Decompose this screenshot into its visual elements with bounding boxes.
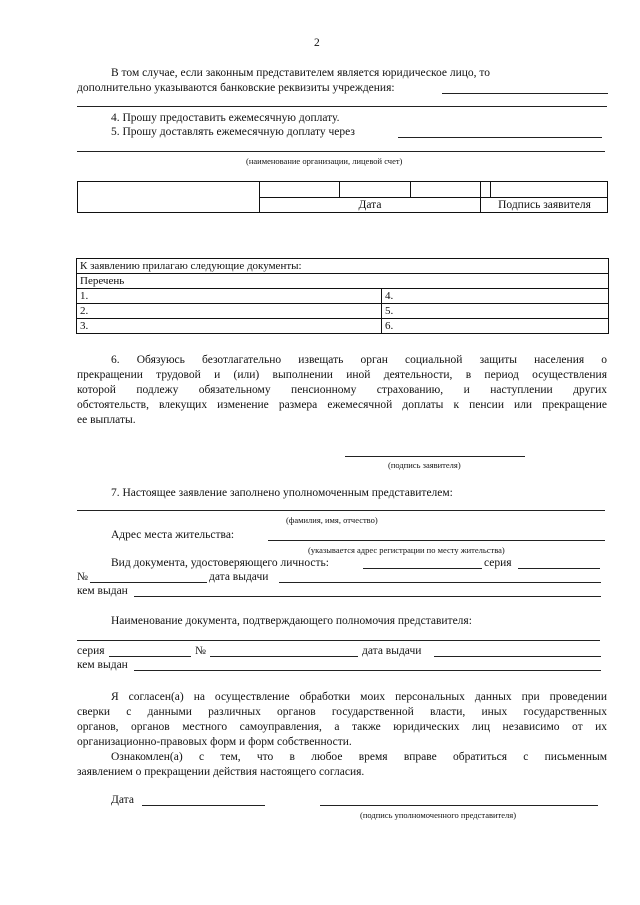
item-4-text: 4. Прошу предоставить ежемесячную доплату. xyxy=(111,112,340,124)
document-cell-4[interactable]: 4. xyxy=(382,289,609,304)
address-field[interactable] xyxy=(268,540,605,541)
org-caption: (наименование организации, лицевой счет) xyxy=(246,156,403,166)
document-cell-1[interactable]: 1. xyxy=(77,289,382,304)
table-divider xyxy=(490,182,491,198)
bank-details-field[interactable] xyxy=(442,93,608,94)
date-label-bottom: Дата xyxy=(111,794,134,806)
delivery-org-field-2[interactable] xyxy=(77,151,605,152)
number-field[interactable] xyxy=(90,582,207,583)
issued-by-label: кем выдан xyxy=(77,585,128,597)
representative-signature-caption: (подпись уполномоченного представителя) xyxy=(360,810,517,820)
signature-date-table xyxy=(77,181,608,213)
doc-type-label: Вид документа, удостоверяющего личность: xyxy=(111,557,329,569)
document-cell-5[interactable]: 5. xyxy=(382,304,609,319)
item-6-line-1: 6. Обязуюсь безотлагательно извещать орган социальной защиты населения о xyxy=(111,354,607,366)
issued-by-field[interactable] xyxy=(134,596,601,597)
date-label: Дата xyxy=(358,199,382,211)
page-number: 2 xyxy=(314,37,320,49)
item-5-text: 5. Прошу доставлять ежемесячную доплату через xyxy=(111,126,355,138)
consent-last-line: организационно-правовых форм и форм собственности. xyxy=(77,736,352,748)
item-6-line-4: обстоятельств, влекущих изменение размера ежемесячной доплаты к пенсии или прекращение xyxy=(77,399,607,411)
item-6-line-3: которой подлежу обязательному пенсионному страхованию, и наступлении других xyxy=(77,384,607,396)
document-cell-3[interactable]: 3. xyxy=(77,319,382,334)
bank-details-line-2: дополнительно указываются банковские реквизиты учреждения: xyxy=(77,82,395,94)
number-label-2: № xyxy=(195,645,206,657)
notice-line-1: Ознакомлен(а) с тем, что в любое время вправе обратиться с письменным xyxy=(111,751,607,763)
fio-caption: (фамилия, имя, отчество) xyxy=(286,515,378,525)
consent-line-3: органов, органов местного самоуправления, а также юридических лиц независимо от их xyxy=(77,721,607,733)
documents-table xyxy=(76,258,609,334)
series-field[interactable] xyxy=(518,568,600,569)
address-label: Адрес места жительства: xyxy=(111,529,235,541)
issue-date-label-2: дата выдачи xyxy=(362,645,422,657)
signature-label: Подпись заявителя xyxy=(498,199,591,211)
consent-line-1: Я согласен(а) на осуществление обработки моих персональных данных при проведении xyxy=(111,691,607,703)
series-label: серия xyxy=(484,557,512,569)
applicant-signature-caption: (подпись заявителя) xyxy=(388,460,461,470)
table-divider xyxy=(339,182,340,198)
doc-type-field[interactable] xyxy=(363,568,482,569)
item-6-line-2: прекращении трудовой и (или) выполнении иной деятельности, в период осуществления xyxy=(77,369,607,381)
documents-list-label: Перечень xyxy=(77,274,609,289)
issue-date-label: дата выдачи xyxy=(209,571,269,583)
representative-fio-field[interactable] xyxy=(77,510,605,511)
consent-line-2: сверки с данными различных органов государственной власти, иных государственных xyxy=(77,706,607,718)
notice-last-line: заявлением о прекращении действия настоящего согласия. xyxy=(77,766,365,778)
item-6-last-line: ее выплаты. xyxy=(77,414,136,426)
applicant-signature-field[interactable] xyxy=(345,456,525,457)
documents-header: К заявлению прилагаю следующие документы: xyxy=(77,259,609,274)
bank-details-field-2[interactable] xyxy=(77,106,607,107)
issued-by-label-2: кем выдан xyxy=(77,659,128,671)
issued-by-field-2[interactable] xyxy=(134,670,601,671)
item-7-text: 7. Настоящее заявление заполнено уполномоченным представителем: xyxy=(111,487,453,499)
address-caption: (указывается адрес регистрации по месту жительства) xyxy=(308,545,505,555)
issue-date-field[interactable] xyxy=(279,582,601,583)
bank-details-line-1: В том случае, если законным представителем является юридическое лицо, то xyxy=(111,67,491,79)
representative-signature-field[interactable] xyxy=(320,805,598,806)
delivery-org-field[interactable] xyxy=(398,137,602,138)
series-field-2[interactable] xyxy=(109,656,191,657)
number-field-2[interactable] xyxy=(210,656,358,657)
document-cell-6[interactable]: 6. xyxy=(382,319,609,334)
number-label: № xyxy=(77,571,88,583)
series-label-2: серия xyxy=(77,645,105,657)
date-field[interactable] xyxy=(142,805,265,806)
table-divider xyxy=(410,182,411,198)
issue-date-field-2[interactable] xyxy=(434,656,601,657)
authority-doc-field[interactable] xyxy=(77,640,600,641)
document-cell-2[interactable]: 2. xyxy=(77,304,382,319)
authority-doc-label: Наименование документа, подтверждающего полномочия представителя: xyxy=(111,615,472,627)
